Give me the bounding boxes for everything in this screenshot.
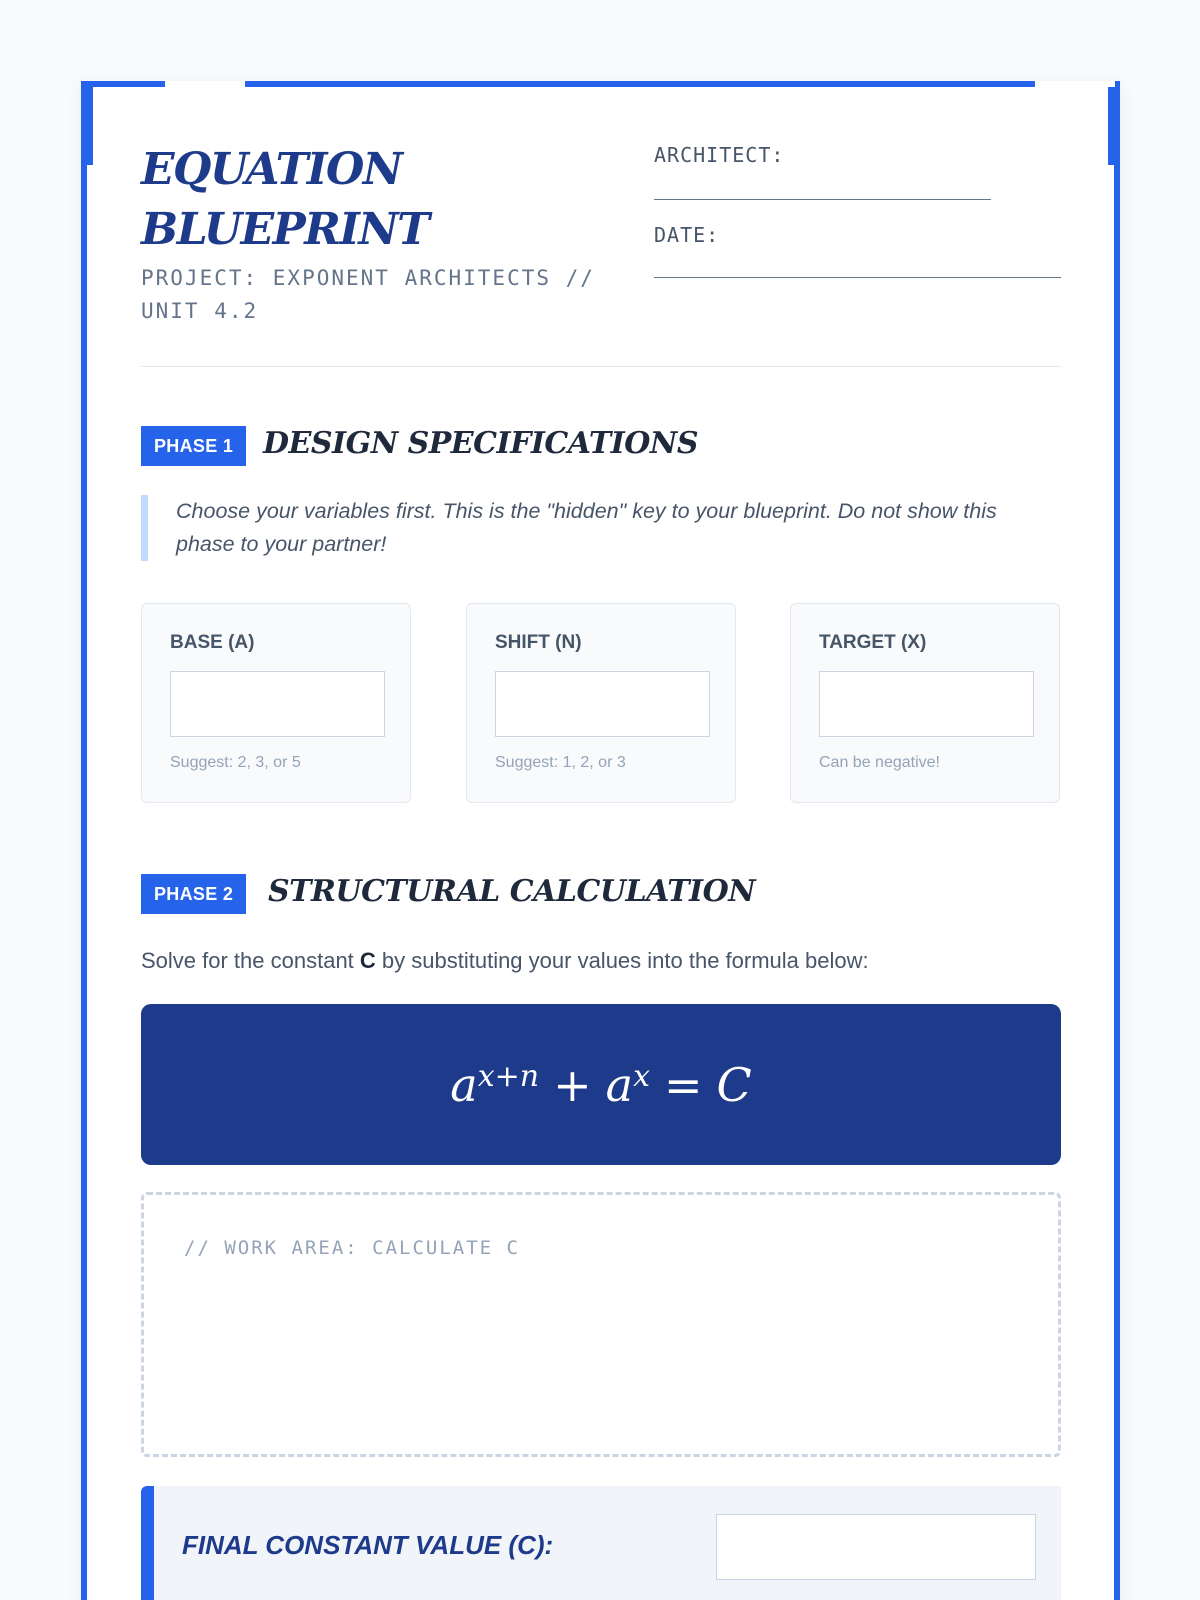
phase2-badge: PHASE 2 (141, 874, 246, 914)
formula-plus: + (553, 1057, 592, 1112)
page-title (141, 140, 461, 260)
title-line-1: EQUATION (141, 144, 402, 195)
card-base (141, 603, 411, 803)
formula-equals: = (663, 1057, 703, 1112)
final-constant-label: FINAL CONSTANT VALUE (C): (182, 1530, 554, 1560)
date-line[interactable] (654, 277, 1061, 278)
formula-exp-1: x+n (477, 1059, 540, 1094)
frame-gap-left (93, 87, 99, 165)
divider (141, 366, 1061, 367)
instr-bold: C (359, 948, 376, 973)
frame-tab-right (1108, 87, 1114, 165)
card-shift-hint: Suggest: 1, 2, or 3 (495, 754, 626, 771)
card-base-hint: Suggest: 2, 3, or 5 (170, 754, 301, 771)
phase1-badge: PHASE 1 (141, 426, 246, 466)
formula-exp-2: x (633, 1059, 650, 1094)
architect-label: ARCHITECT: (654, 143, 785, 167)
title-line-2: BLUEPRINT (141, 204, 429, 255)
card-shift-label: SHIFT (N) (495, 632, 582, 653)
instr-after: by substituting your values into the formula below: (375, 948, 869, 973)
work-area[interactable] (141, 1192, 1061, 1457)
card-target-label: TARGET (X) (819, 632, 927, 653)
formula-base-1: a (450, 1057, 478, 1112)
shift-input[interactable] (495, 671, 710, 737)
target-input[interactable] (819, 671, 1034, 737)
card-base-label: BASE (A) (170, 632, 255, 653)
formula-box (141, 1004, 1061, 1165)
card-target (790, 603, 1060, 803)
phase2-title: STRUCTURAL CALCULATION (268, 874, 756, 909)
phase1-title: DESIGN SPECIFICATIONS (263, 426, 698, 461)
frame-notch-left (165, 81, 245, 87)
card-shift (466, 603, 736, 803)
phase1-note: Choose your variables first. This is the "hidden" key to your blueprint. Do not show this phase to your partner! (141, 495, 1041, 561)
final-constant-input[interactable] (716, 1514, 1036, 1580)
formula-rhs: C (716, 1057, 752, 1112)
project-subtitle: PROJECT: EXPONENT ARCHITECTS // UNIT 4.2 (141, 266, 595, 323)
frame-gap-right (1102, 87, 1108, 165)
final-constant-box (141, 1486, 1061, 1600)
instr-before: Solve for the constant (141, 948, 360, 973)
formula-base-2: a (605, 1057, 634, 1112)
phase2-instructions (141, 948, 869, 974)
work-area-label: // WORK AREA: CALCULATE C (184, 1237, 520, 1259)
architect-line[interactable] (654, 199, 991, 200)
card-target-hint: Can be negative! (819, 754, 940, 771)
base-input[interactable] (170, 671, 385, 737)
date-label: DATE: (654, 223, 720, 247)
